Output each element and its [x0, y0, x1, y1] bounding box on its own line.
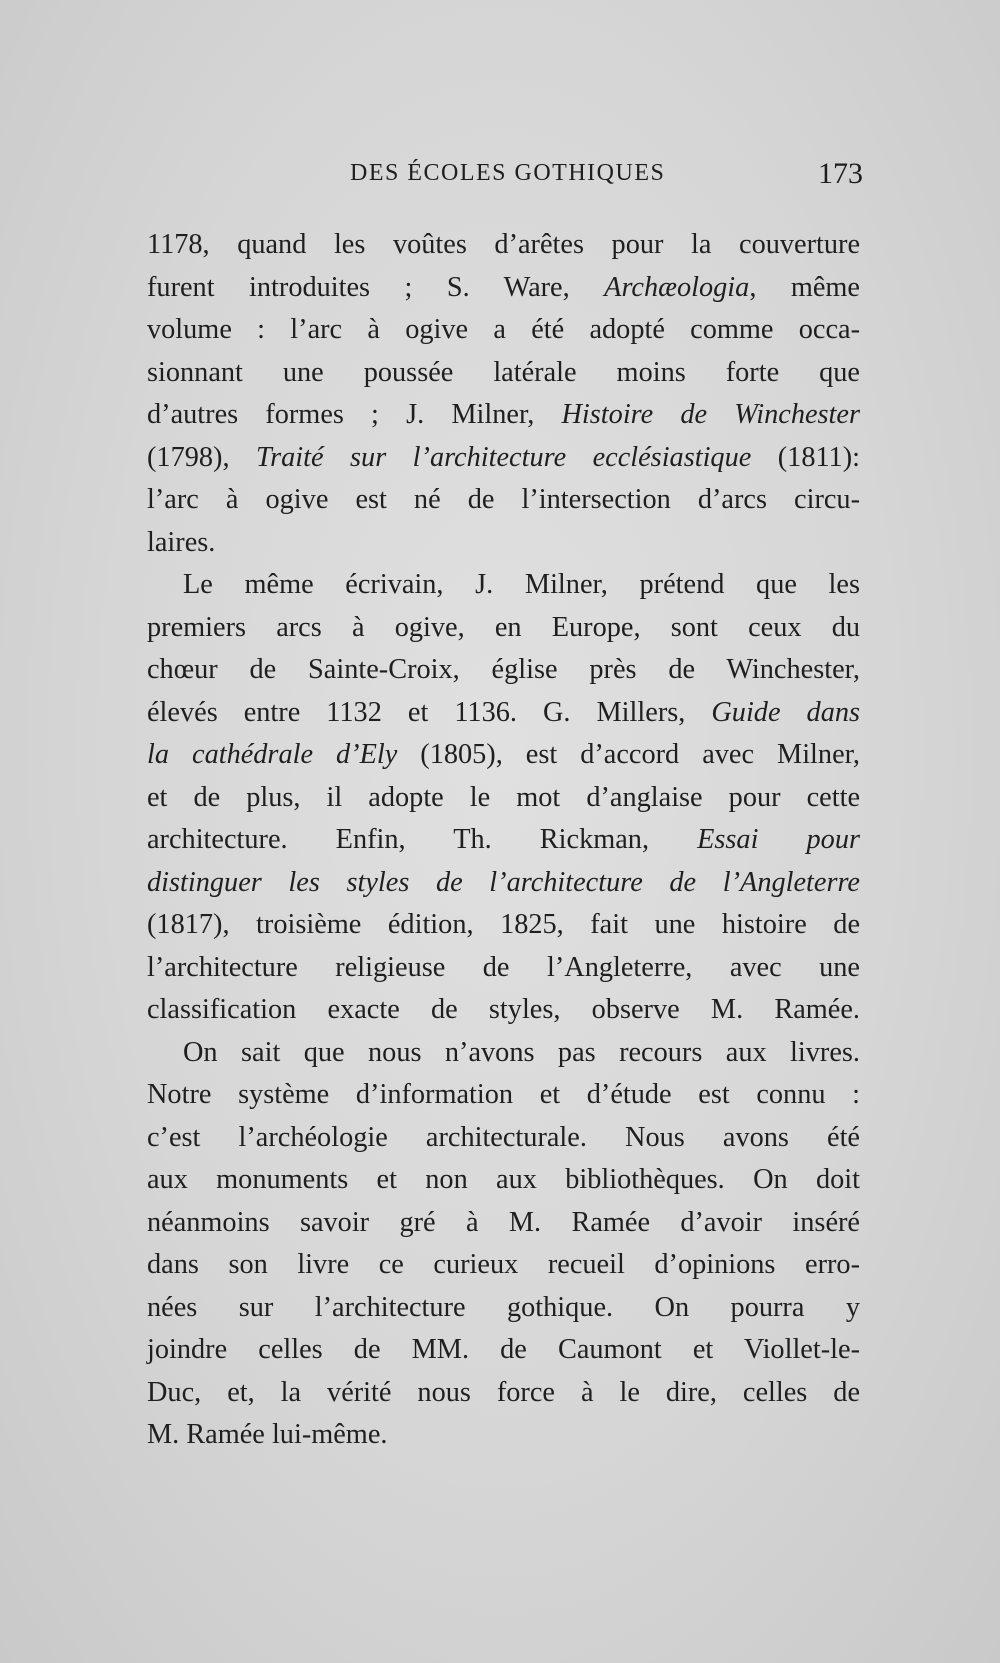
text-segment: premiers arcs à ogive, en Europe, sont ceux du	[147, 611, 860, 643]
text-line	[147, 437, 860, 480]
text-segment: dans son livre ce curieux recueil d’opinions erro-	[147, 1249, 860, 1280]
text-segment: Duc, et, la vérité nous force à le dire, celles de	[147, 1376, 860, 1408]
text-segment: joindre celles de MM. de Caumont et Viollet-le-	[147, 1334, 860, 1365]
text-line	[147, 1244, 860, 1287]
text-segment: , même	[749, 271, 860, 303]
text-line	[147, 947, 860, 990]
text-segment: architecture. Enfin, Th. Rickman,	[147, 824, 698, 855]
text-segment: laires.	[147, 526, 216, 558]
italic-title: distinguer les styles de l’architecture de l’Angleterre	[147, 866, 860, 898]
text-line	[147, 479, 860, 522]
text-segment: (1805), est d’accord avec Milner,	[397, 739, 860, 770]
text-segment: Notre système d’information et d’étude est connu :	[147, 1079, 860, 1110]
text-segment: néanmoins savoir gré à M. Ramée d’avoir inséré	[147, 1206, 860, 1238]
running-head	[0, 157, 1000, 200]
text-segment: (1817), troisième édition, 1825, fait une histoire de	[147, 909, 860, 940]
text-segment: 1178, quand les voûtes d’arêtes pour la couverture	[147, 229, 860, 260]
text-segment: l’arc à ogive est né de l’intersection d’arcs circu-	[147, 484, 860, 515]
text-segment: furent introduites ; S. Ware,	[147, 271, 605, 303]
text-line	[147, 1287, 860, 1330]
text-line	[147, 309, 860, 352]
text-segment: Le même écrivain, J. Milner, prétend que les	[183, 569, 860, 600]
text-segment: aux monuments et non aux bibliothèques. On doit	[147, 1164, 860, 1195]
text-line	[147, 1329, 860, 1372]
italic-title: la cathédrale d’Ely	[147, 739, 398, 770]
page-number: 173	[818, 157, 863, 190]
text-line	[147, 734, 860, 777]
text-line	[147, 692, 860, 735]
text-segment: On sait que nous n’avons pas recours aux livres.	[183, 1036, 860, 1068]
text-line	[147, 819, 860, 862]
italic-title: Archæologia	[604, 271, 750, 303]
text-segment: c’est l’archéologie architecturale. Nous avons été	[147, 1121, 860, 1153]
text-line	[147, 1414, 860, 1457]
text-line	[147, 989, 860, 1032]
text-segment: sionnant une poussée latérale moins forte que	[147, 356, 860, 388]
text-line	[147, 777, 860, 820]
italic-title: Guide dans	[711, 696, 860, 728]
text-line	[147, 1159, 860, 1202]
text-segment: M. Ramée lui-même.	[147, 1419, 388, 1450]
text-segment: volume : l’arc à ogive a été adopté comme occa-	[147, 314, 860, 345]
text-line	[147, 1117, 860, 1160]
text-line	[147, 1032, 860, 1075]
italic-title: Traité sur l’architecture ecclésiastique	[255, 441, 752, 473]
text-segment: nées sur l’architecture gothique. On pourra y	[147, 1291, 860, 1323]
text-line	[147, 224, 860, 267]
text-line	[147, 649, 860, 692]
text-line	[147, 352, 860, 395]
text-segment: et de plus, il adopte le mot d’anglaise pour cette	[147, 781, 860, 813]
text-segment: chœur de Sainte-Croix, église près de Winchester,	[147, 654, 860, 685]
text-line	[147, 607, 860, 650]
text-segment: (1811):	[751, 441, 860, 473]
text-line	[147, 1372, 860, 1415]
text-segment: l’architecture religieuse de l’Angleterre, avec une	[147, 951, 860, 983]
text-line	[147, 564, 860, 607]
text-line	[147, 1202, 860, 1245]
body-text	[147, 224, 860, 1457]
text-line	[147, 862, 860, 905]
text-line	[147, 394, 860, 437]
text-segment: classification exacte de styles, observe M. Ramée.	[147, 994, 860, 1025]
text-line	[147, 267, 860, 310]
text-line	[147, 1074, 860, 1117]
running-title: DES ÉCOLES GOTHIQUES	[350, 160, 666, 186]
italic-title: Essai pour	[697, 824, 860, 855]
text-line	[147, 904, 860, 947]
text-segment: (1798),	[147, 441, 256, 473]
italic-title: Histoire de Winchester	[561, 399, 860, 430]
text-line	[147, 522, 860, 565]
text-segment: d’autres formes ; J. Milner,	[147, 399, 562, 430]
text-segment: élevés entre 1132 et 1136. G. Millers,	[147, 696, 712, 728]
